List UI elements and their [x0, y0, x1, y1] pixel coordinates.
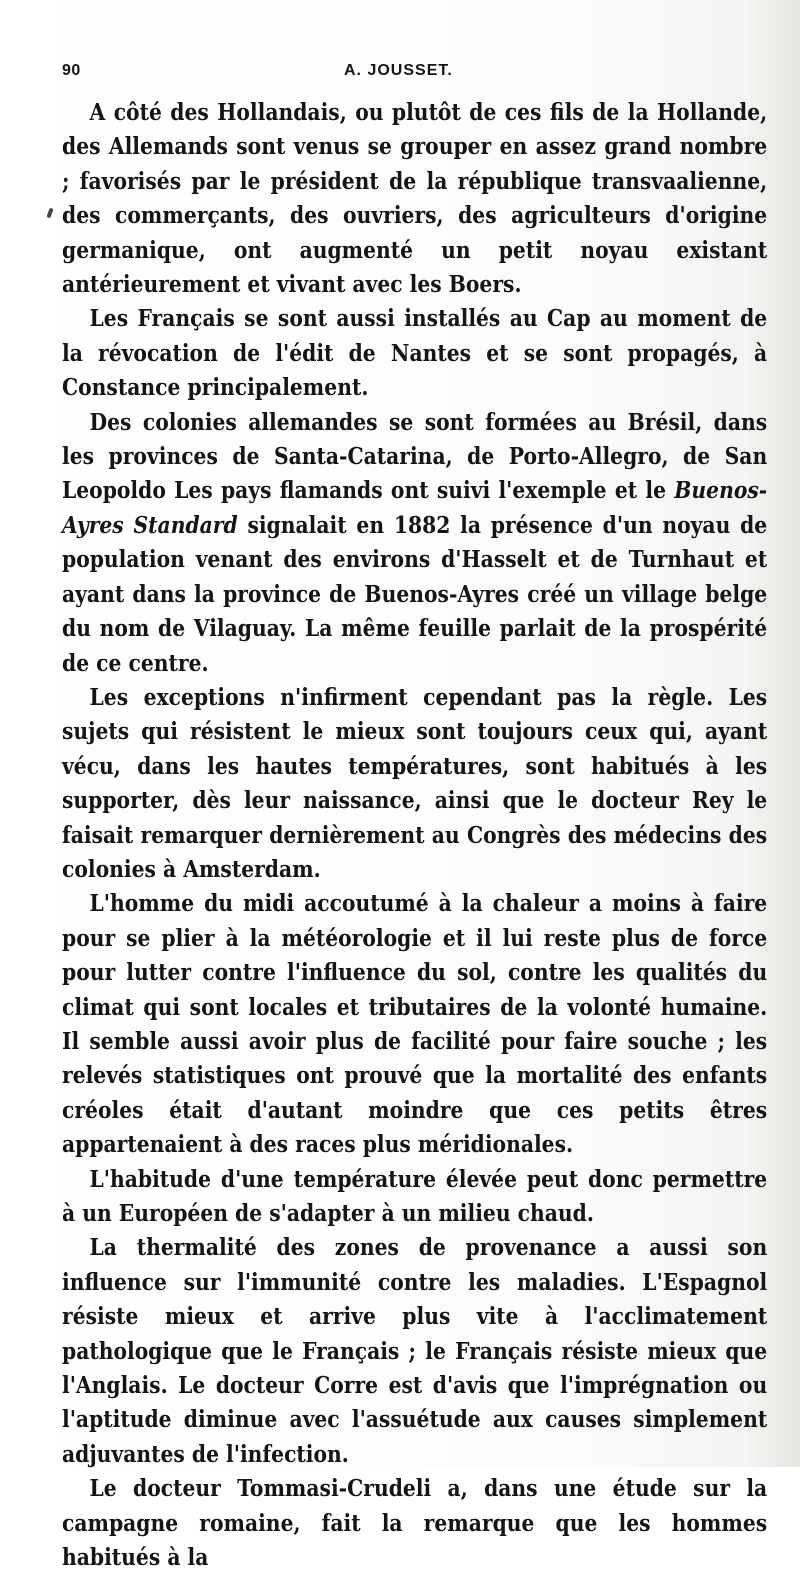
running-head [62, 62, 767, 86]
newspaper-title: Buenos-Ayres Standard [62, 476, 768, 539]
paragraph-5: L'homme du midi accoutumé à la chaleur a moins à faire pour se plier à la météorologie et il lui reste plus de force pour lutter contre l'influence du sol, contre les qualités du climat qui sont locales et tributaires de la volonté humaine. Il semble aussi avoir plus de facilité pour faire souche ; les relevés statistiques ont prouvé que la mortalité des enfants créoles était d'autant moindre que ces petits êtres appartenaient à des races plus méridionales. [62, 889, 768, 1159]
paragraph-7: La thermalité des zones de provenance a aussi son influence sur l'immunité contre les maladies. L'Espagnol résiste mieux et arrive plus vite à l'acclimatement pathologique que le Français ; le Français résiste mieux que l'Anglais. Le docteur Corre est d'avis que l'imprégnation ou l'aptitude diminue avec l'assuétude aux causes simplement adjuvantes de l'infection. [62, 1233, 768, 1468]
paragraph-3-end: signalait en 1882 la présence d'un noyau de population venant des environs d'Hasselt et de Turnhaut et ayant dans la province de Buenos-Ayres créé un village belge du nom de Vilaguay. La même feuille parlait de la prospérité de ce centre. [62, 510, 768, 677]
body-text [62, 95, 767, 1574]
paragraph-1: A côté des Hollandais, ou plutôt de ces fils de la Hollande, des Allemands sont venus se grouper en assez grand nombre ; favorisés par le président de la république transvaalienne, des commerçants, des ouvriers, des agriculteurs d'origine germanique, ont augmenté un petit noyau existant antérieurement et vivant avec les Boers. [62, 98, 768, 299]
paragraph-3-text: Des colonies allemandes se sont formées au Brésil, dans les provinces de Santa-Catarina, de Porto-Allegro, de San Leopoldo Les pays flamands ont suivi l'exemple et le [62, 407, 768, 505]
page-number: 90 [62, 62, 81, 79]
ink-speck [46, 208, 53, 219]
paragraph-4: Les exceptions n'infirment cependant pas la règle. Les sujets qui résistent le mieux sont toujours ceux qui, ayant vécu, dans les hautes températures, sont habitués à les supporter, dès leur naissance, ainsi que le docteur Rey le faisait remarquer dernièrement au Congrès des médecins des colonies à Amsterdam. [62, 682, 768, 883]
running-title: A. JOUSSET. [344, 62, 453, 79]
paragraph-6: L'habitude d'une température élevée peut donc permettre à un Européen de s'adapter à un milieu chaud. [62, 1164, 768, 1227]
paragraph-8: Le docteur Tommasi-Crudeli a, dans une étude sur la campagne romaine, fait la remarque que les hommes habitués à la [62, 1474, 768, 1572]
paragraph-2: Les Français se sont aussi installés au Cap au moment de la révocation de l'édit de Nantes et se sont propagés, à Constance principalement. [62, 304, 768, 402]
paragraph-3 [62, 405, 767, 680]
